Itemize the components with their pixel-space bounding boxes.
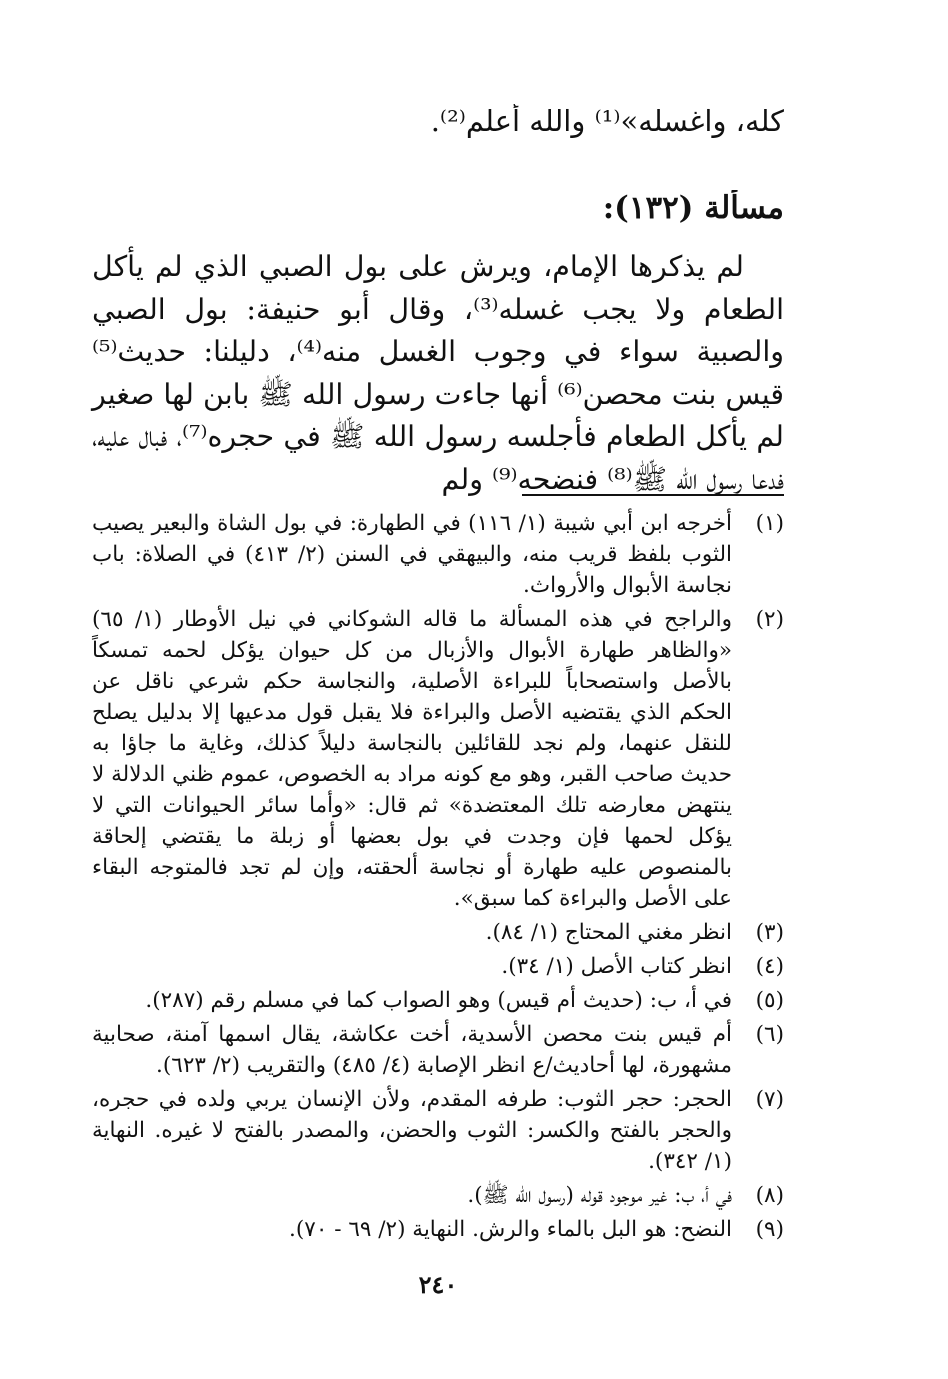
footnote-separator (522, 494, 784, 496)
footnote-text: أخرجه ابن أبي شيبة (١/ ١١٦) في الطهارة: في بول الشاة والبعير يصيب الثوب بلفظ قريب منه، والبيهقي في السنن (٢/ ٤١٣) في الصلاة: باب نجاسة الأبوال والأرواث. (92, 511, 733, 598)
footnote-text: النضح: هو البل بالماء والرش. النهاية (٢/ ٦٩ - ٧٠). (289, 1217, 732, 1242)
footnote-number: (٥) (755, 988, 784, 1013)
main-text (92, 246, 784, 501)
footnote (92, 1180, 784, 1211)
footnote-number: (٦) (755, 1022, 784, 1047)
footnote-text: في أ، ب: غير موجود قوله (رسول الله ﷺ). (467, 1183, 732, 1208)
footnote-number: (٨) (755, 1183, 784, 1208)
continuation-line: كله، واغسله»⁽¹⁾ والله أعلم⁽²⁾. (430, 104, 784, 138)
footnote-text: في أ، ب: (حديث أم قيس) وهو الصواب كما في مسلم رقم (٢٨٧). (145, 988, 732, 1013)
footnote (92, 1019, 784, 1081)
footnote (92, 917, 784, 948)
book-page (92, 0, 784, 1379)
footnote (92, 604, 784, 914)
page-number: ٢٤٠ (418, 1270, 458, 1299)
footnote-number: (٣) (755, 920, 784, 945)
footnote-number: (٤) (755, 954, 784, 979)
footnote-text: أم قيس بنت محصن الأسدية، أخت عكاشة، يقال اسمها آمنة، صحابية مشهورة، لها أحاديث/ع انظر الإصابة (٤/ ٤٨٥) والتقريب (٢/ ٦٢٣). (92, 1022, 732, 1078)
footnote-number: (٩) (755, 1217, 784, 1242)
footnote (92, 951, 784, 982)
footnote (92, 508, 784, 601)
main-paragraph: لم يذكرها الإمام، ويرش على بول الصبي الذي لم يأكل الطعام ولا يجب غسله⁽³⁾، وقال أبو حنيفة: بول الصبي والصبية سواء في وجوب الغسل منه⁽⁴⁾، دليلنا: حديث⁽⁵⁾ قيس بنت محصن⁽⁶⁾ أنها جاءت رسول الله ﷺ بابن لها صغير لم يأكل الطعام فأجلسه رسول الله ﷺ في حجره⁽⁷⁾، فبال عليه، فدعا رسول الله ﷺ⁽⁸⁾ فنضحه⁽⁹⁾ ولم (92, 250, 784, 496)
footnote (92, 1084, 784, 1177)
footnotes (92, 508, 784, 1248)
footnote (92, 1214, 784, 1245)
footnote (92, 985, 784, 1016)
footnote-text: انظر كتاب الأصل (١/ ٣٤). (501, 954, 732, 979)
footnote-text: الحجر: حجر الثوب: طرفه المقدم، ولأن الإنسان يربي ولده في حجره، والحجر بالفتح والكسر: الثوب والحضن، والمصدر بالفتح لا غيره. النهاية (١/ ٣٤٢). (92, 1087, 732, 1174)
footnote-text: انظر مغني المحتاج (١/ ٨٤). (485, 920, 732, 945)
issue-heading: مسألة (١٣٢): (602, 190, 784, 226)
footnote-number: (٧) (755, 1087, 784, 1112)
footnote-number: (٢) (755, 607, 784, 632)
footnote-number: (١) (755, 511, 784, 536)
footnote-text: والراجح في هذه المسألة ما قاله الشوكاني في نيل الأوطار (١/ ٦٥) «والظاهر طهارة الأبوال والأزبال من كل حيوان يؤكل لحمه تمسكاً بالأصل واستصحاباً للبراءة الأصلية، والنجاسة حكم شرعي ناقل عن الحكم الذي يقتضيه الأصل والبراءة فلا يقبل قول مدعيها إلا بدليل يصلح للنقل عنهما، ولم نجد للقائلين بالنجاسة دليلاً كذلك، وغاية ما جاؤا به حديث صاحب القبر، وهو مع كونه مراد به الخصوص، عموم ظني الدلالة لا ينتهض معارضه تلك المعتضدة» ثم قال: «وأما سائر الحيوانات التي لا يؤكل لحمها فإن وجدت في بول بعضها أو زبلة ما يقتضي إلحاقة بالمنصوص عليه طهارة أو نجاسة ألحقته، وإن لم تجد فالمتوجه البقاء على الأصل والبراءة كما سبق». (92, 607, 732, 911)
